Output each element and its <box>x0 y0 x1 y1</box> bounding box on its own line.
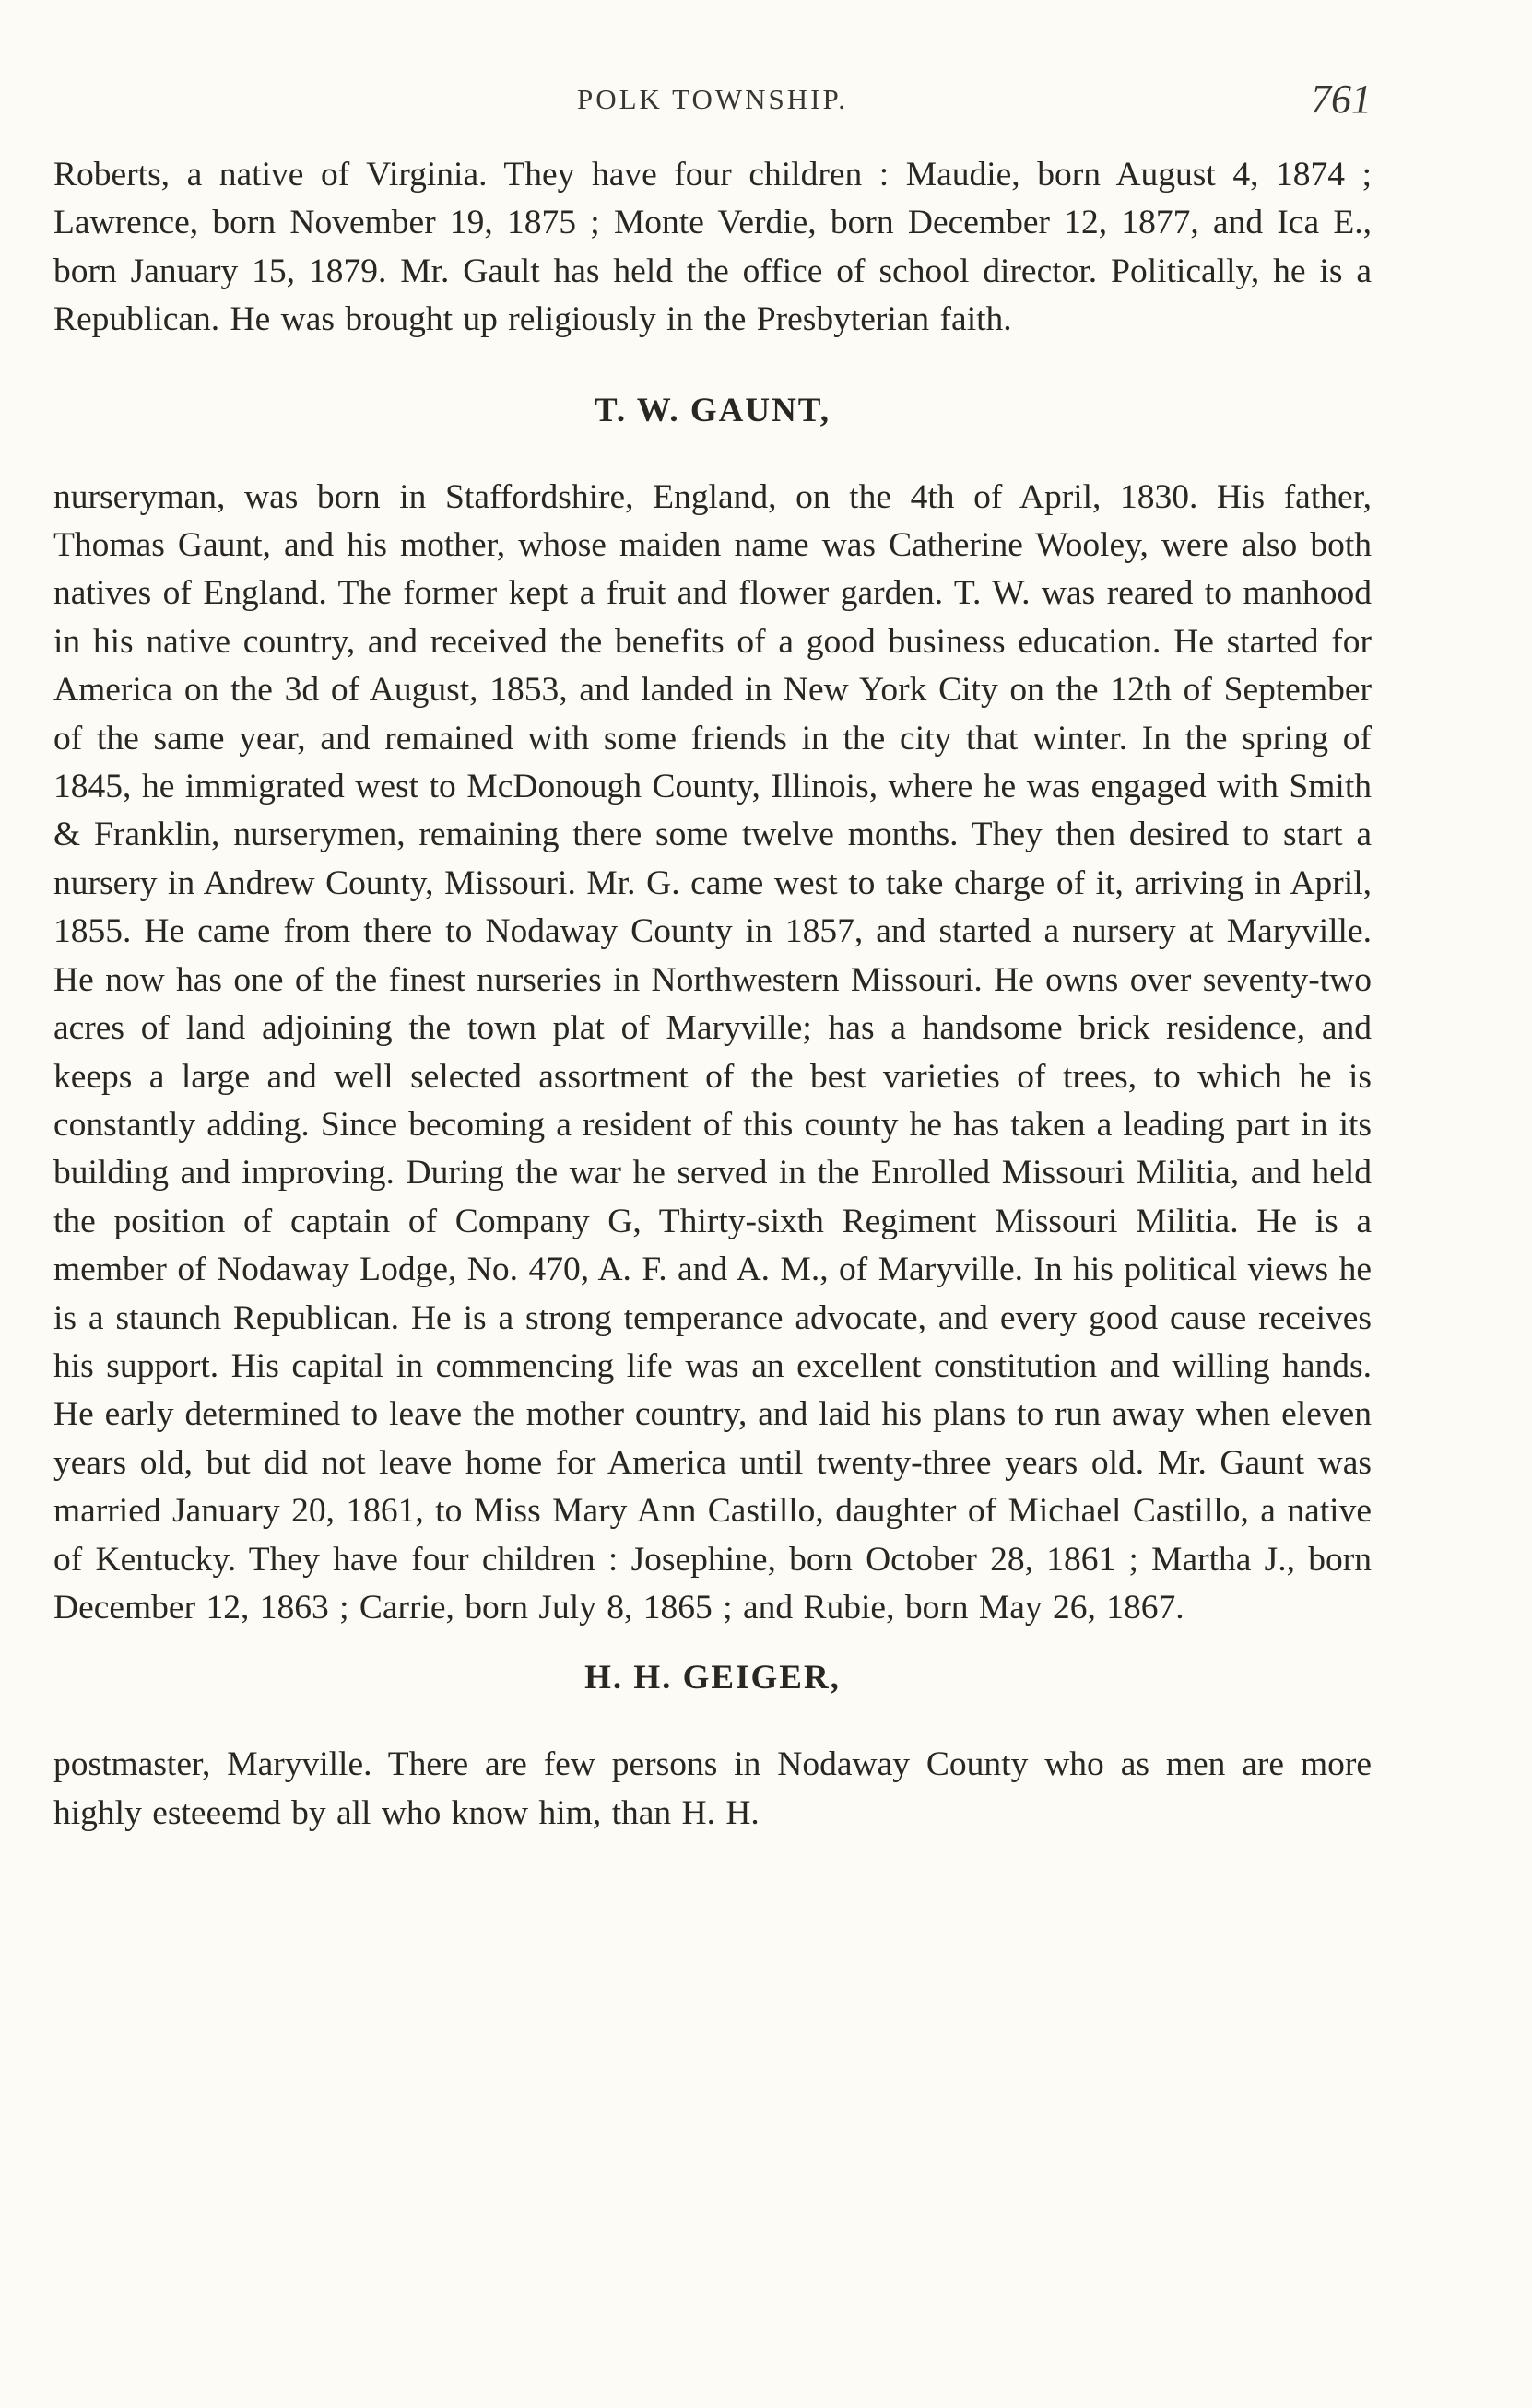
page-header <box>53 76 1372 131</box>
paragraph-gaunt-biography: nurseryman, was born in Staffordshire, England, on the 4th of April, 1830. His father, Thomas Gaunt, and his mother, whose maiden name was Catherine Wooley, were also both natives of England. The former kept a fruit and flower garden. T. W. was reared to manhood in his native country, and received the benefits of a good business education. He started for America on the 3d of August, 1853, and landed in New York City on the 12th of September of the same year, and remained with some friends in the city that winter. In the spring of 1845, he immigrated west to McDonough County, Illinois, where he was engaged with Smith & Franklin, nurserymen, remaining there some twelve months. They then desired to start a nursery in Andrew County, Missouri. Mr. G. came west to take charge of it, arriving in April, 1855. He came from there to Nodaway County in 1857, and started a nursery at Maryville. He now has one of the finest nurseries in Northwestern Missouri. He owns over seventy-two acres of land adjoining the town plat of Maryville; has a handsome brick residence, and keeps a large and well selected assortment of the best varieties of trees, to which he is constantly adding. Since becoming a resident of this county he has taken a leading part in its building and improving. During the war he served in the Enrolled Missouri Militia, and held the position of captain of Company G, Thirty-sixth Regiment Missouri Militia. He is a member of Nodaway Lodge, No. 470, A. F. and A. M., of Maryville. In his political views he is a staunch Republican. He is a strong temperance advocate, and every good cause receives his support. His capital in commencing life was an excellent constitution and willing hands. He early determined to leave the mother country, and laid his plans to run away when eleven years old, but did not leave home for America until twenty-three years old. Mr. Gaunt was married January 20, 1861, to Miss Mary Ann Castillo, daughter of Michael Castillo, a native of Kentucky. They have four children : Josephine, born October 28, 1861 ; Martha J., born December 12, 1863 ; Carrie, born July 8, 1865 ; and Rubie, born May 26, 1867. <box>53 477 1372 1627</box>
running-head: POLK TOWNSHIP. <box>576 83 849 115</box>
page-number: 761 <box>1311 76 1372 122</box>
paragraph-roberts: Roberts, a native of Virginia. They have four children : Maudie, born August 4, 1874 ; Lawrence, born November 19, 1875 ; Monte Verdie, born December 12, 1877, and Ica E., born January 15, 1879. Mr. Gault has held the office of school director. Politically, he is a Republican. He was brought up religiously in the Presbyterian faith. <box>53 156 1372 339</box>
heading-h-h-geiger: H. H. GEIGER, <box>584 1659 841 1697</box>
heading-t-w-gaunt: T. W. GAUNT, <box>595 391 831 429</box>
book-page <box>53 76 1372 1838</box>
paragraph-geiger-biography: postmaster, Maryville. There are few persons in Nodaway County who as men are more highly esteeemd by all who know him, than H. H. <box>53 1745 1372 1832</box>
